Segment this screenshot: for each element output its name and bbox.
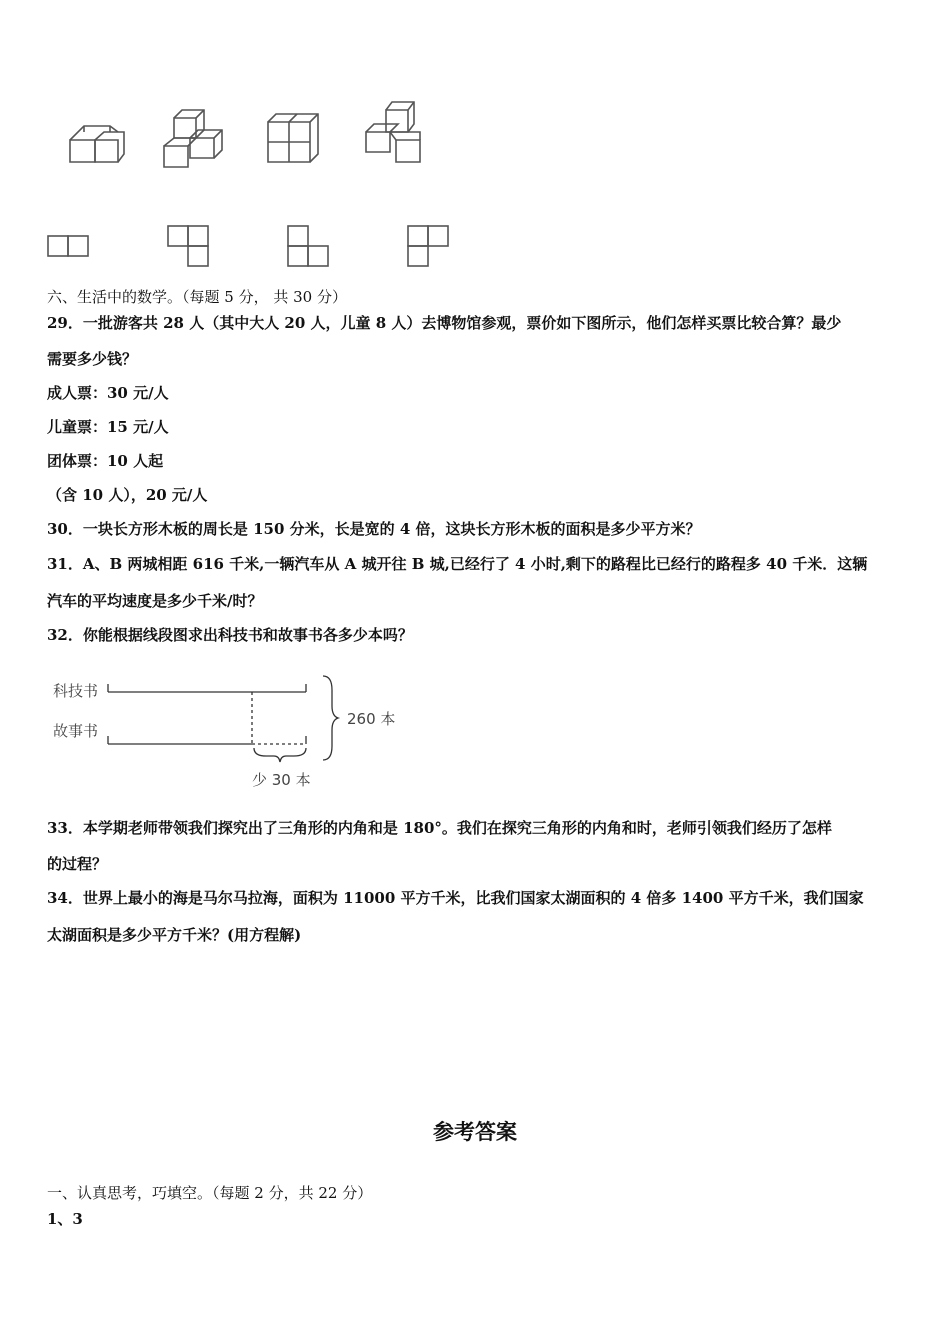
diagram-less: 少 30 本	[252, 771, 311, 789]
diagram-total: 260 本	[347, 710, 396, 728]
answer-1: 1、3	[47, 1210, 83, 1228]
q29-price-adult: 成人票：30 元/人	[47, 384, 169, 402]
section-6-heading: 六、生活中的数学。（每题 5 分， 共 30 分）	[47, 288, 347, 306]
answers-title: 参考答案	[433, 1119, 517, 1144]
q29-line-1: 29．一批游客共 28 人（其中大人 20 人，儿童 8 人）去博物馆参观，票价如下图所示，他们怎样买票比较合算？最少	[47, 314, 842, 332]
q33-line-2: 的过程？	[47, 855, 108, 873]
q29-price-child: 儿童票：15 元/人	[47, 418, 169, 436]
q29-price-group-2: （含 10 人），20 元/人	[47, 486, 208, 504]
q31-line-1: 31．A、B 两城相距 616 千米,一辆汽车从 A 城开往 B 城,已经行了 4 小时,剩下的路程比已经行的路程多 40 千米．这辆	[47, 555, 868, 573]
answers-section-1: 一、认真思考，巧填空。（每题 2 分，共 22 分）	[47, 1184, 373, 1202]
q29-price-group: 团体票：10 人起	[47, 452, 164, 470]
q30-line-1: 30．一块长方形木板的周长是 150 分米，长是宽的 4 倍，这块长方形木板的面积是多少平方米？	[47, 520, 701, 538]
q31-line-2: 汽车的平均速度是多少千米/时？	[47, 592, 263, 610]
diagram-label-story: 故事书	[53, 722, 99, 740]
q33-line-1: 33．本学期老师带领我们探究出了三角形的内角和是 180°。我们在探究三角形的内角和时，老师引领我们经历了怎样	[47, 819, 832, 837]
q34-line-2: 太湖面积是多少平方千米？(用方程解)	[47, 926, 302, 944]
diagram-label-science: 科技书	[53, 682, 99, 700]
q34-line-1: 34．世界上最小的海是马尔马拉海，面积为 11000 平方千米，比我们国家太湖面积的 4 倍多 1400 平方千米，我们国家	[47, 889, 864, 907]
q32-line-1: 32．你能根据线段图求出科技书和故事书各多少本吗？	[47, 626, 413, 644]
q29-line-2: 需要多少钱？	[47, 350, 138, 368]
